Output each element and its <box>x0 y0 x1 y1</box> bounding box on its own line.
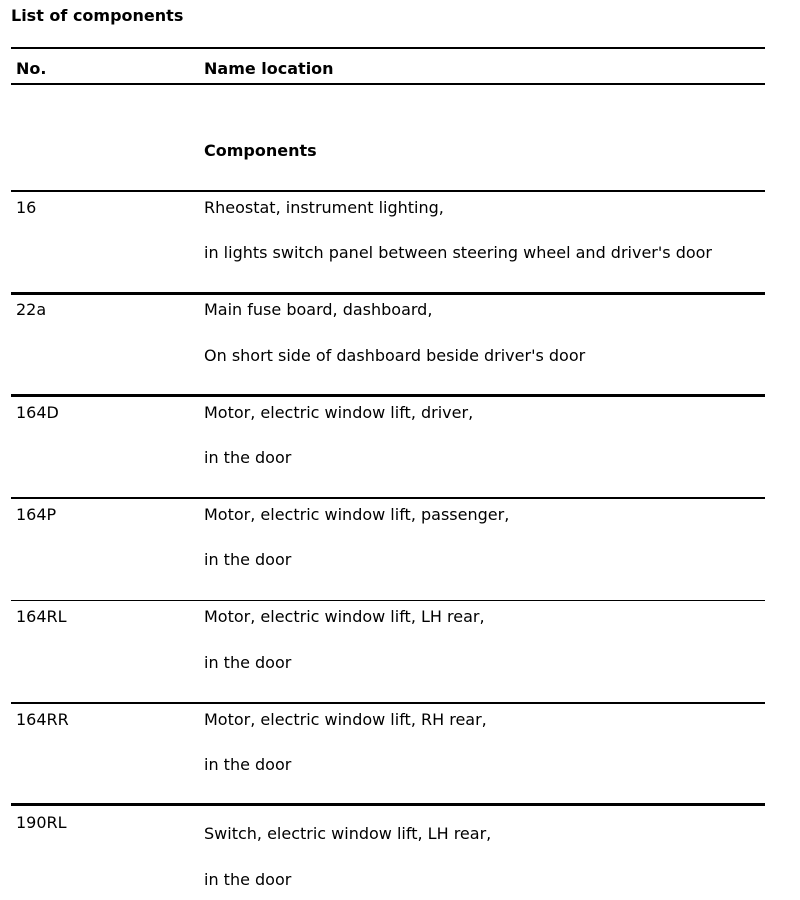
header-no: No. <box>16 59 47 78</box>
component-number: 22a <box>16 300 47 319</box>
component-number: 164RR <box>16 710 69 729</box>
component-number: 190RL <box>16 813 67 832</box>
component-location: in the door <box>204 653 292 672</box>
component-name: Main fuse board, dashboard, <box>204 300 433 319</box>
row-divider <box>11 600 765 601</box>
component-location: in lights switch panel between steering wheel and driver's door <box>204 243 713 262</box>
component-location: in the door <box>204 755 292 774</box>
component-name: Motor, electric window lift, LH rear, <box>204 607 485 626</box>
component-name: Motor, electric window lift, driver, <box>204 403 474 422</box>
component-name: Motor, electric window lift, passenger, <box>204 505 510 524</box>
section-heading: Components <box>204 141 317 160</box>
component-name: Motor, electric window lift, RH rear, <box>204 710 487 729</box>
header-bottom-rule <box>11 83 765 85</box>
header-name-location: Name location <box>204 59 334 78</box>
row-divider <box>11 702 765 704</box>
component-location: in the door <box>204 448 292 467</box>
row-divider <box>11 803 765 806</box>
component-number: 164D <box>16 403 59 422</box>
component-number: 16 <box>16 198 37 217</box>
component-number: 164P <box>16 505 57 524</box>
row-divider <box>11 292 765 295</box>
component-name: Switch, electric window lift, LH rear, <box>204 824 492 843</box>
page-title: List of components <box>11 6 184 25</box>
row-divider <box>11 190 765 192</box>
component-location: in the door <box>204 870 292 889</box>
component-location: On short side of dashboard beside driver's door <box>204 346 586 365</box>
row-divider <box>11 394 765 397</box>
component-location: in the door <box>204 550 292 569</box>
component-number: 164RL <box>16 607 67 626</box>
table-top-rule <box>11 47 765 49</box>
component-name: Rheostat, instrument lighting, <box>204 198 444 217</box>
row-divider <box>11 497 765 499</box>
